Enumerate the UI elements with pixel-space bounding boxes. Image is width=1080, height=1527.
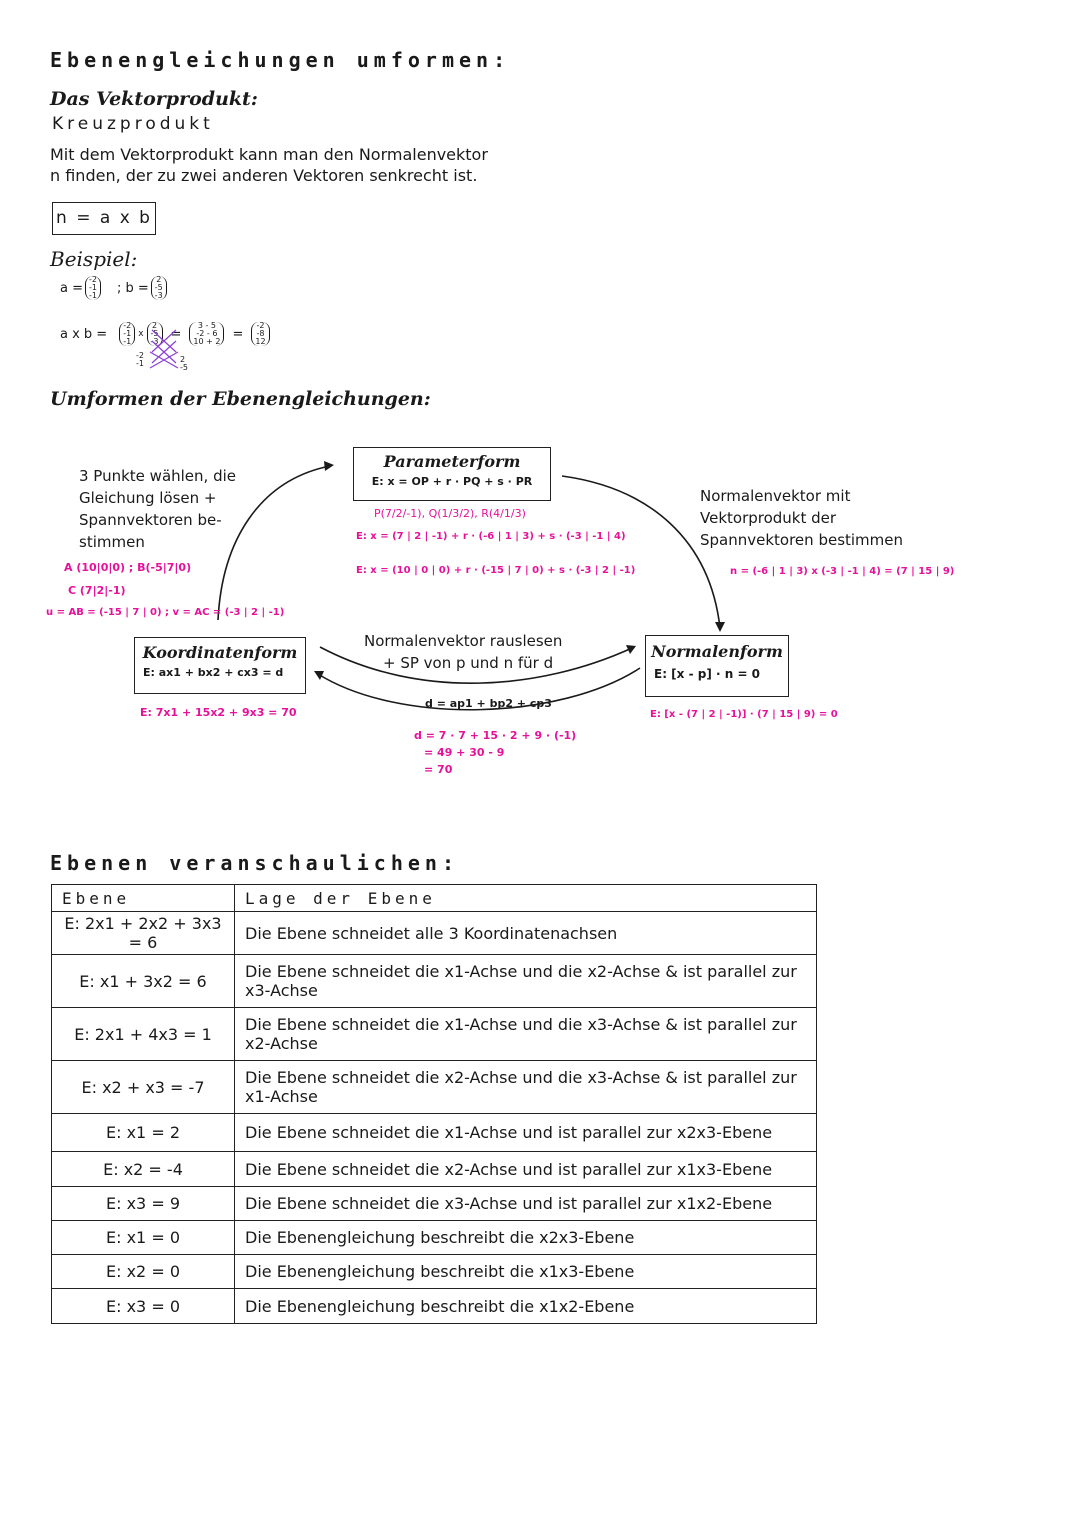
koordinatenform-example: E: 7x1 + 15x2 + 9x3 = 70 xyxy=(140,706,297,719)
vp-description-line1: Mit dem Vektorprodukt kann man den Normalenvektor xyxy=(50,145,488,164)
table-row xyxy=(52,1289,817,1324)
vec-a: -2 -1 -1 xyxy=(85,276,101,300)
table-row xyxy=(52,1061,817,1114)
parameterform-title: Parameterform xyxy=(383,452,521,471)
row-equation: E: 2x1 + 2x2 + 3x3 = 6 xyxy=(52,912,235,955)
mid-note-line1: Normalenvektor rauslesen xyxy=(364,632,563,650)
row-description: Die Ebene schneidet alle 3 Koordinatenachsen xyxy=(235,912,817,955)
cross-mid-vec: 3 - 5 -2 - 6 10 + 2 xyxy=(189,322,224,346)
right-note-line2: Vektorprodukt der xyxy=(700,509,837,527)
page-title: Ebenengleichungen umformen: xyxy=(50,48,511,72)
row-equation: E: x2 = 0 xyxy=(52,1255,235,1289)
row-description: Die Ebene schneidet die x1-Achse und ist parallel zur x2x3-Ebene xyxy=(235,1114,817,1152)
row-description: Die Ebene schneidet die x3-Achse und ist parallel zur x1x2-Ebene xyxy=(235,1187,817,1221)
parameterform-box xyxy=(353,447,551,501)
vec-a-label: a = xyxy=(60,280,83,296)
row-equation: E: x1 = 2 xyxy=(52,1114,235,1152)
row-description: Die Ebene schneidet die x2-Achse und ist parallel zur x1x3-Ebene xyxy=(235,1152,817,1187)
table-row xyxy=(52,1152,817,1187)
left-note-line4: stimmen xyxy=(79,533,145,551)
left-vectors: u = AB = (-15 | 7 | 0) ; v = AC = (-3 | 2 | -1) xyxy=(46,607,285,618)
vec-b: 2 -5 -3 xyxy=(151,276,167,300)
normalenform-box xyxy=(645,635,789,697)
eq-sign-2: = xyxy=(232,326,244,342)
mid-calc-2: = 49 + 30 - 9 xyxy=(424,746,505,759)
ebenen-table xyxy=(51,884,817,1324)
mid-calc-1: d = 7 · 7 + 15 · 2 + 9 · (-1) xyxy=(414,729,577,742)
param-example-1: E: x = (7 | 2 | -1) + r · (-6 | 1 | 3) + s · (-3 | -1 | 4) xyxy=(356,531,626,542)
cross-product-formula: n = a x b xyxy=(52,202,156,235)
right-normal-example: n = (-6 | 1 | 3) x (-3 | -1 | 4) = (7 | 15 | 9) xyxy=(730,566,955,577)
koordinatenform-box xyxy=(134,637,306,694)
veranschaulichen-title: Ebenen veranschaulichen: xyxy=(50,851,459,875)
row-equation: E: 2x1 + 4x3 = 1 xyxy=(52,1008,235,1061)
table-row xyxy=(52,1008,817,1061)
row-description: Die Ebenengleichung beschreibt die x1x3-Ebene xyxy=(235,1255,817,1289)
cross-below-left: -2 -1 xyxy=(136,351,144,368)
cross-label: a x b = xyxy=(60,326,108,342)
vec-b-label: ; b = xyxy=(116,280,149,296)
right-note-line1: Normalenvektor mit xyxy=(700,487,851,505)
left-points-2: C (7|2|-1) xyxy=(68,584,126,597)
vp-description-line2: n finden, der zu zwei anderen Vektoren senkrecht ist. xyxy=(50,166,478,185)
vektorprodukt-heading: Das Vektorprodukt: xyxy=(50,88,258,110)
left-note-line1: 3 Punkte wählen, die xyxy=(79,467,236,485)
cross-x: x xyxy=(138,329,144,339)
param-example-2: E: x = (10 | 0 | 0) + r · (-15 | 7 | 0) + s · (-3 | 2 | -1) xyxy=(356,565,636,576)
mid-d-formula: d = ap1 + bp2 + cp3 xyxy=(425,697,552,710)
cross-right-vec: 2 -5 -3 xyxy=(147,322,163,346)
table-row xyxy=(52,912,817,955)
header-ebene: Ebene xyxy=(52,885,235,912)
row-description: Die Ebene schneidet die x2-Achse und die x3-Achse & ist parallel zur x1-Achse xyxy=(235,1061,817,1114)
table-header-row xyxy=(52,885,817,912)
table-row xyxy=(52,1187,817,1221)
mid-note-line2: + SP von p und n für d xyxy=(383,654,554,672)
row-description: Die Ebenengleichung beschreibt die x1x2-Ebene xyxy=(235,1289,817,1324)
row-equation: E: x3 = 0 xyxy=(52,1289,235,1324)
eq-sign-1: = xyxy=(170,326,182,342)
row-equation: E: x1 = 0 xyxy=(52,1221,235,1255)
kreuzprodukt-subheading: Kreuzprodukt xyxy=(52,114,214,134)
normalenform-example: E: [x - (7 | 2 | -1)] · (7 | 15 | 9) = 0 xyxy=(650,709,838,720)
left-note-line2: Gleichung lösen + xyxy=(79,489,217,507)
row-description: Die Ebenengleichung beschreibt die x2x3-Ebene xyxy=(235,1221,817,1255)
cross-result-vec: -2 -8 12 xyxy=(251,322,269,346)
row-equation: E: x2 = -4 xyxy=(52,1152,235,1187)
left-points-1: A (10|0|0) ; B(-5|7|0) xyxy=(64,561,192,574)
table-row xyxy=(52,955,817,1008)
cross-below-right: 2 -5 xyxy=(180,355,188,372)
table-row xyxy=(52,1114,817,1152)
param-points: P(7/2/-1), Q(1/3/2), R(4/1/3) xyxy=(374,507,526,520)
umformen-heading: Umformen der Ebenengleichungen: xyxy=(50,388,431,410)
left-note-line3: Spannvektoren be- xyxy=(79,511,222,529)
normalenform-equation: E: [x - p] · n = 0 xyxy=(654,667,761,681)
row-description: Die Ebene schneidet die x1-Achse und die x2-Achse & ist parallel zur x3-Achse xyxy=(235,955,817,1008)
koordinatenform-title: Koordinatenform xyxy=(142,643,298,662)
arrow-koord-to-param xyxy=(218,466,330,620)
right-note-line3: Spannvektoren bestimmen xyxy=(700,531,904,549)
parameterform-equation: E: x = OP + r · PQ + s · PR xyxy=(371,475,533,488)
row-equation: E: x1 + 3x2 = 6 xyxy=(52,955,235,1008)
mid-calc-3: = 70 xyxy=(424,763,453,776)
cross-left-vec: -2 -1 -1 xyxy=(119,322,135,346)
normalenform-title: Normalenform xyxy=(651,642,783,661)
table-row xyxy=(52,1221,817,1255)
row-equation: E: x3 = 9 xyxy=(52,1187,235,1221)
beispiel-label: Beispiel: xyxy=(50,247,138,271)
row-equation: E: x2 + x3 = -7 xyxy=(52,1061,235,1114)
koordinatenform-equation: E: ax1 + bx2 + cx3 = d xyxy=(143,666,284,679)
header-lage: Lage der Ebene xyxy=(235,885,817,912)
table-row xyxy=(52,1255,817,1289)
row-description: Die Ebene schneidet die x1-Achse und die x3-Achse & ist parallel zur x2-Achse xyxy=(235,1008,817,1061)
cross-lines xyxy=(150,330,178,368)
arrow-param-to-normal xyxy=(562,476,720,628)
